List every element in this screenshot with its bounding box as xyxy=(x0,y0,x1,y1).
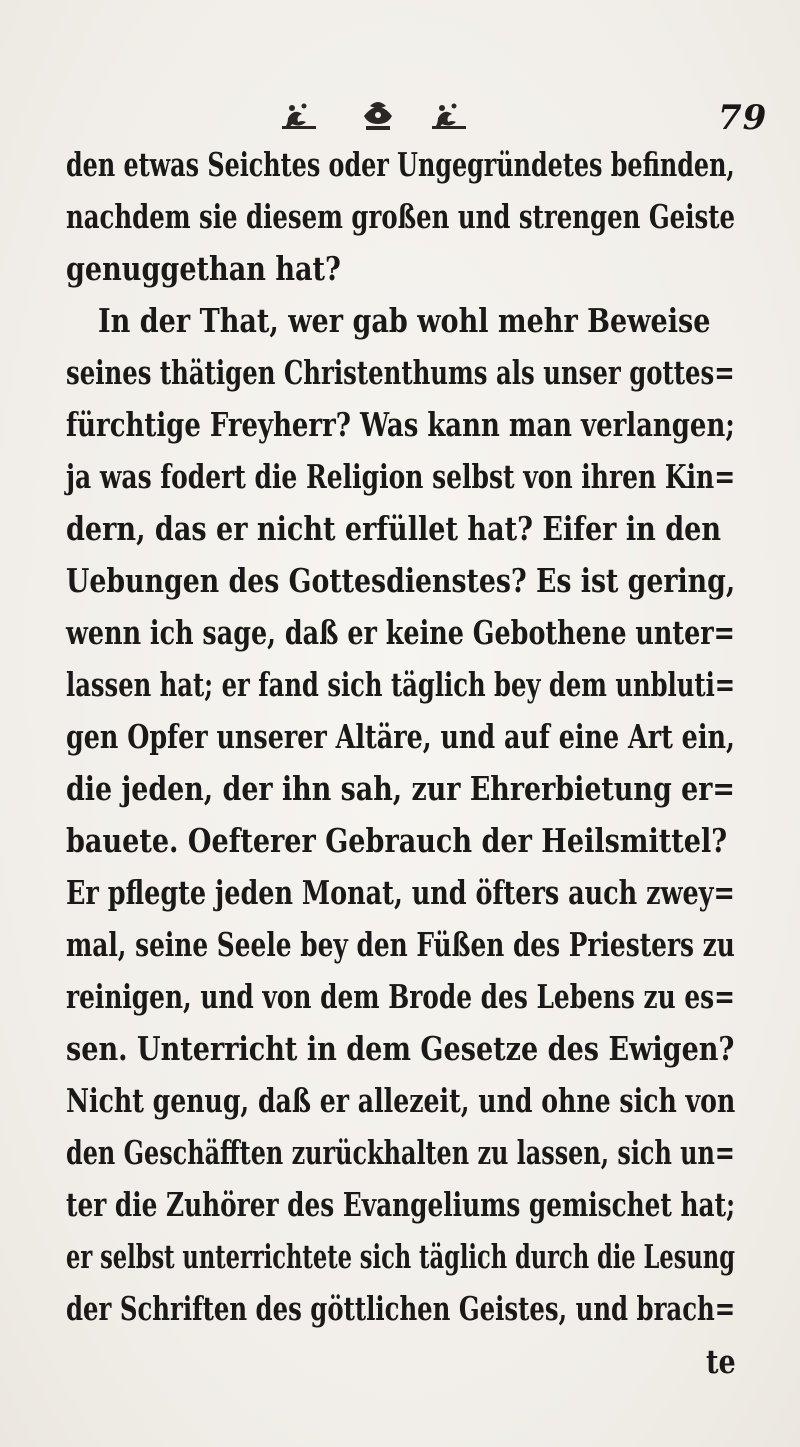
ornament-group xyxy=(278,96,478,136)
text-line: ter die Zuhörer des Evangeliums gemischet hat; xyxy=(66,1185,736,1224)
text-line: wenn ich sage, daß er keine Gebothene unter= xyxy=(66,613,735,652)
text-line: den etwas Seichtes oder Ungegründetes befinden, xyxy=(66,145,735,184)
text-line: gen Opfer unserer Altäre, und auf eine Art ein, xyxy=(66,717,735,756)
fleuron-left-icon xyxy=(282,104,316,130)
text-line: fürchtige Freyherr? Was kann man verlangen; xyxy=(66,405,735,444)
text-line: ja was fodert die Religion selbst von ihren Kin= xyxy=(66,457,736,496)
text-line: bauete. Oefterer Gebrauch der Heilsmittel? xyxy=(66,821,728,860)
text-line: nachdem sie diesem großen und strengen Geiste xyxy=(66,197,735,236)
text-line: Nicht genug, daß er allezeit, und ohne sich von xyxy=(66,1081,736,1120)
page-header xyxy=(0,92,800,142)
text-line: mal, seine Seele bey den Füßen des Priesters zu xyxy=(66,925,735,964)
text-line: der Schriften des göttlichen Geistes, und brach= xyxy=(66,1289,736,1328)
text-line: die jeden, der ihn sah, zur Ehrerbietung er= xyxy=(66,769,735,808)
fleuron-center-icon xyxy=(364,102,392,130)
text-line: Er pflegte jeden Monat, und öfters auch zwey= xyxy=(66,873,735,912)
catchword: te xyxy=(706,1342,736,1381)
text-line: sen. Unterricht in dem Gesetze des Ewigen? xyxy=(66,1029,735,1068)
page-number: 79 xyxy=(718,98,768,138)
text-line: In der That, wer gab wohl mehr Beweise xyxy=(98,301,711,340)
text-line: den Geschäfften zurückhalten zu lassen, sich un= xyxy=(66,1133,735,1172)
text-line: genuggethan hat? xyxy=(66,249,341,288)
text-line: Uebungen des Gottesdienstes? Es ist gering, xyxy=(66,561,736,600)
text-line: seines thätigen Christenthums als unser gottes= xyxy=(66,353,735,392)
text-line: dern, das er nicht erfüllet hat? Eifer in den xyxy=(66,509,722,548)
fleuron-right-icon xyxy=(432,104,466,130)
header-ornaments xyxy=(278,96,478,136)
text-line: er selbst unterrichtete sich täglich durch die Lesung xyxy=(66,1237,735,1276)
text-line: lassen hat; er fand sich täglich bey dem unbluti= xyxy=(66,665,736,704)
text-line: reinigen, und von dem Brode des Lebens zu es= xyxy=(66,977,735,1016)
